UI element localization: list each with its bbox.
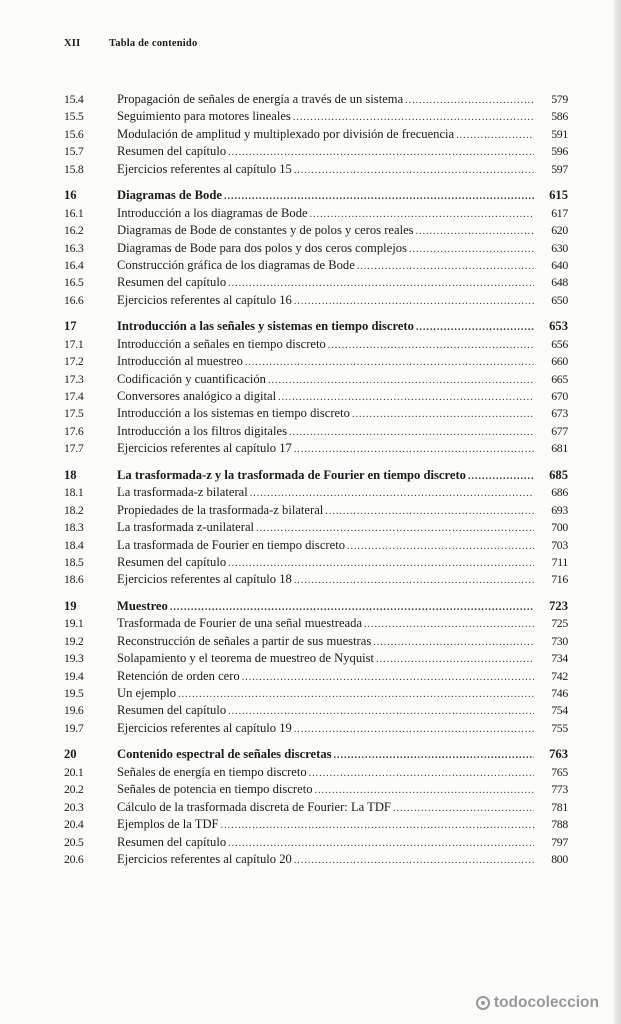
leader-dots	[221, 820, 534, 831]
toc-entry	[64, 389, 568, 406]
leader-dots	[256, 523, 534, 534]
entry-title: Resumen del capítulo	[117, 703, 227, 718]
entry-title: Resumen del capítulo	[117, 554, 227, 569]
section-gap	[64, 310, 568, 319]
entry-title: Propiedades de la trasformada-z bilateral	[117, 502, 324, 517]
entry-number: 19.4	[64, 668, 84, 683]
running-header	[64, 38, 197, 49]
toc-entry	[64, 520, 568, 537]
entry-number: 16.3	[64, 240, 84, 255]
entry-number: 19.5	[64, 686, 84, 700]
entry-number: 17.5	[64, 406, 84, 421]
toc-entry	[64, 162, 568, 179]
entry-page: 800	[551, 851, 568, 866]
entry-title: Introducción a señales en tiempo discreto	[117, 336, 326, 351]
entry-title: Diagramas de Bode para dos polos y dos ceros complejos	[117, 240, 407, 255]
entry-number: 16.6	[64, 292, 84, 307]
section-gap	[64, 179, 568, 188]
entry-page: 730	[551, 633, 568, 648]
toc-entry	[64, 258, 568, 275]
entry-title: Ejercicios referentes al capítulo 19	[117, 720, 292, 735]
leader-dots	[242, 672, 534, 683]
section-gap	[64, 459, 568, 468]
entry-title: Ejercicios referentes al capítulo 18	[117, 572, 292, 587]
entry-title: Codificación y cuantificación	[117, 371, 266, 386]
entry-page: 788	[551, 817, 568, 832]
entry-title: Seguimiento para motores lineales	[117, 109, 291, 124]
entry-page: 755	[551, 720, 568, 735]
header-title: Tabla de contenido	[109, 38, 198, 49]
leader-dots	[309, 768, 534, 779]
page-edge-shadow	[614, 0, 621, 1024]
leader-dots	[245, 357, 534, 368]
toc-entry	[64, 127, 568, 144]
entry-number: 15.8	[64, 161, 84, 176]
entry-page: 665	[551, 371, 568, 386]
leader-dots	[294, 724, 534, 735]
entry-title: Propagación de señales de energía a través de un sistema	[117, 92, 404, 106]
entry-page: 656	[551, 336, 568, 351]
header-page-number: XII	[64, 38, 81, 49]
entry-page: 763	[549, 747, 568, 762]
toc-entry	[64, 241, 568, 258]
leader-dots	[294, 444, 534, 455]
entry-number: 16.5	[64, 275, 84, 290]
leader-dots	[310, 209, 534, 220]
entry-number: 18.6	[64, 572, 84, 587]
toc-entry	[64, 616, 568, 633]
entry-title: Reconstrucción de señales a partir de sus muestras	[117, 633, 372, 648]
leader-dots	[468, 471, 534, 482]
leader-dots	[224, 191, 534, 202]
entry-title: La trasformada de Fourier en tiempo discreto	[117, 537, 346, 552]
toc-entry	[64, 703, 568, 720]
entry-page: 597	[551, 161, 568, 176]
entry-page: 693	[551, 502, 568, 517]
entry-page: 703	[551, 537, 568, 552]
entry-number: 15.7	[64, 144, 84, 159]
toc-entry	[64, 92, 568, 109]
leader-dots	[289, 427, 534, 438]
toc-entry	[64, 109, 568, 126]
entry-number: 20.1	[64, 764, 84, 779]
toc-entry	[64, 503, 568, 520]
entry-number: 20.6	[64, 851, 84, 866]
entry-number: 15.6	[64, 126, 84, 141]
entry-number: 17.1	[64, 336, 84, 351]
entry-title: Modulación de amplitud y multiplexado por división de frecuencia	[117, 126, 455, 141]
toc-entry	[64, 485, 568, 502]
entry-title: Cálculo de la trasformada discreta de Fourier: La TDF	[117, 799, 391, 814]
entry-page: 617	[551, 205, 568, 220]
entry-number: 18	[64, 467, 77, 482]
entry-number: 20.2	[64, 782, 84, 797]
entry-title: Resumen del capítulo	[117, 834, 227, 849]
entry-title: Ejercicios referentes al capítulo 20	[117, 851, 292, 866]
toc-entry	[64, 424, 568, 441]
leader-dots	[228, 558, 534, 569]
entry-page: 754	[551, 703, 568, 718]
entry-title: Conversores analógico a digital	[117, 389, 277, 403]
leader-dots	[328, 340, 534, 351]
entry-number: 20	[64, 747, 77, 762]
entry-number: 19.1	[64, 616, 84, 631]
entry-number: 16.4	[64, 257, 84, 272]
entry-page: 781	[551, 799, 568, 814]
leader-dots	[376, 654, 534, 665]
entry-number: 16	[64, 188, 77, 203]
toc-entry	[64, 817, 568, 834]
entry-page: 686	[551, 485, 568, 500]
leader-dots	[228, 706, 534, 717]
leader-dots	[294, 575, 534, 586]
entry-title: Construcción gráfica de los diagramas de Bode	[117, 257, 355, 272]
entry-title: Señales de potencia en tiempo discreto	[117, 782, 313, 797]
entry-title: Contenido espectral de señales discretas	[117, 747, 332, 762]
toc-entry	[64, 275, 568, 292]
leader-dots	[456, 130, 534, 141]
entry-page: 700	[551, 520, 568, 535]
entry-number: 18.2	[64, 502, 84, 517]
entry-page: 670	[551, 389, 568, 403]
entry-page: 630	[551, 240, 568, 255]
entry-page: 725	[551, 616, 568, 631]
entry-title: Diagramas de Bode de constantes y de polos y ceros reales	[117, 223, 414, 238]
leader-dots	[405, 95, 534, 106]
entry-number: 15.4	[64, 92, 84, 106]
chapter-heading	[64, 599, 568, 616]
entry-page: 685	[549, 467, 568, 482]
entry-title: Ejemplos de la TDF	[117, 817, 219, 832]
toc-entry	[64, 852, 568, 869]
entry-number: 17.7	[64, 441, 84, 456]
toc-entry	[64, 538, 568, 555]
entry-page: 586	[551, 109, 568, 124]
toc-entry	[64, 293, 568, 310]
entry-number: 17	[64, 319, 77, 334]
entry-number: 19.6	[64, 703, 84, 718]
toc-entry	[64, 800, 568, 817]
entry-title: Introducción a los sistemas en tiempo discreto	[117, 406, 350, 421]
entry-title: Resumen del capítulo	[117, 275, 227, 290]
entry-page: 648	[551, 275, 568, 290]
entry-page: 716	[551, 572, 568, 587]
toc-entry	[64, 441, 568, 458]
entry-title: Señales de energía en tiempo discreto	[117, 764, 307, 779]
leader-dots	[170, 602, 534, 613]
toc-entry	[64, 669, 568, 686]
entry-page: 681	[551, 441, 568, 456]
entry-number: 18.3	[64, 520, 84, 535]
entry-page: 711	[551, 554, 568, 569]
leader-dots	[416, 226, 534, 237]
entry-number: 20.4	[64, 817, 84, 832]
entry-number: 15.5	[64, 109, 84, 124]
leader-dots	[293, 112, 534, 123]
leader-dots	[373, 637, 534, 648]
leader-dots	[178, 689, 534, 700]
toc-entry	[64, 765, 568, 782]
leader-dots	[294, 296, 534, 307]
entry-page: 723	[549, 598, 568, 613]
leader-dots	[364, 619, 534, 630]
section-gap	[64, 738, 568, 747]
leader-dots	[294, 855, 534, 866]
entry-page: 677	[551, 423, 568, 438]
entry-title: Diagramas de Bode	[117, 188, 222, 203]
toc-entry	[64, 835, 568, 852]
entry-number: 17.6	[64, 423, 84, 438]
watermark	[476, 994, 599, 1012]
leader-dots	[315, 785, 535, 796]
entry-page: 653	[549, 319, 568, 334]
leader-dots	[250, 488, 534, 499]
toc-entry	[64, 223, 568, 240]
entry-page: 615	[549, 188, 568, 203]
leader-dots	[325, 506, 534, 517]
toc-entry	[64, 634, 568, 651]
toc-entry	[64, 555, 568, 572]
toc-entry	[64, 721, 568, 738]
toc-entry	[64, 572, 568, 589]
leader-dots	[268, 375, 534, 386]
leader-dots	[294, 165, 534, 176]
entry-title: Introducción a los filtros digitales	[117, 423, 287, 438]
toc-entry	[64, 686, 568, 703]
entry-number: 19.7	[64, 720, 84, 735]
entry-title: Un ejemplo	[117, 686, 177, 700]
toc-entry	[64, 206, 568, 223]
leader-dots	[416, 322, 534, 333]
leader-dots	[352, 409, 534, 420]
section-gap	[64, 590, 568, 599]
entry-number: 20.3	[64, 799, 84, 814]
toc-entry	[64, 651, 568, 668]
entry-page: 734	[551, 651, 568, 666]
toc-entry	[64, 372, 568, 389]
chapter-heading	[64, 747, 568, 764]
toc-entry	[64, 782, 568, 799]
entry-page: 660	[551, 354, 568, 369]
entry-title: Retención de orden cero	[117, 668, 240, 683]
entry-page: 579	[551, 92, 568, 106]
leader-dots	[393, 803, 534, 814]
entry-title: Introducción al muestreo	[117, 354, 243, 369]
entry-number: 18.4	[64, 537, 84, 552]
entry-title: La trasformada-z y la trasformada de Fourier en tiempo discreto	[117, 467, 466, 482]
entry-page: 746	[551, 686, 568, 700]
leader-dots	[278, 392, 534, 403]
entry-number: 19.2	[64, 633, 84, 648]
entry-page: 773	[551, 782, 568, 797]
entry-page: 742	[551, 668, 568, 683]
leader-dots	[228, 838, 534, 849]
entry-number: 17.2	[64, 354, 84, 369]
entry-title: Introducción a las señales y sistemas en tiempo discreto	[117, 319, 414, 334]
entry-title: Ejercicios referentes al capítulo 16	[117, 292, 292, 307]
table-of-contents	[64, 92, 568, 869]
leader-dots	[357, 261, 534, 272]
entry-title: Solapamiento y el teorema de muestreo de Nyquist	[117, 651, 375, 666]
chapter-heading	[64, 468, 568, 485]
entry-number: 16.2	[64, 223, 84, 238]
entry-title: Muestreo	[117, 598, 168, 613]
entry-number: 19.3	[64, 651, 84, 666]
entry-number: 20.5	[64, 834, 84, 849]
entry-page: 765	[551, 764, 568, 779]
watermark-text: todocoleccion	[493, 994, 599, 1011]
leader-dots	[228, 278, 534, 289]
entry-page: 620	[551, 223, 568, 238]
toc-entry	[64, 354, 568, 371]
entry-title: Introducción a los diagramas de Bode	[117, 205, 308, 220]
entry-title: Resumen del capítulo	[117, 144, 227, 159]
entry-number: 16.1	[64, 205, 84, 220]
leader-dots	[228, 147, 534, 158]
entry-number: 18.5	[64, 554, 84, 569]
watermark-logo-icon	[476, 996, 490, 1010]
entry-page: 673	[551, 406, 568, 421]
leader-dots	[334, 750, 534, 761]
toc-entry	[64, 337, 568, 354]
entry-title: Ejercicios referentes al capítulo 17	[117, 441, 292, 456]
entry-title: Ejercicios referentes al capítulo 15	[117, 161, 292, 176]
entry-page: 650	[551, 292, 568, 307]
entry-page: 596	[551, 144, 568, 159]
leader-dots	[347, 541, 534, 552]
entry-title: La trasformada-z bilateral	[117, 485, 248, 500]
toc-entry	[64, 406, 568, 423]
entry-page: 591	[551, 126, 568, 141]
entry-number: 17.3	[64, 371, 84, 386]
entry-title: La trasformada z-unilateral	[117, 520, 255, 535]
leader-dots	[409, 244, 534, 255]
toc-entry	[64, 144, 568, 161]
entry-number: 19	[64, 598, 77, 613]
entry-title: Trasformada de Fourier de una señal muestreada	[117, 616, 363, 631]
entry-page: 797	[551, 834, 568, 849]
entry-page: 640	[551, 257, 568, 272]
chapter-heading	[64, 188, 568, 205]
chapter-heading	[64, 319, 568, 336]
entry-number: 17.4	[64, 389, 84, 403]
entry-number: 18.1	[64, 485, 84, 500]
